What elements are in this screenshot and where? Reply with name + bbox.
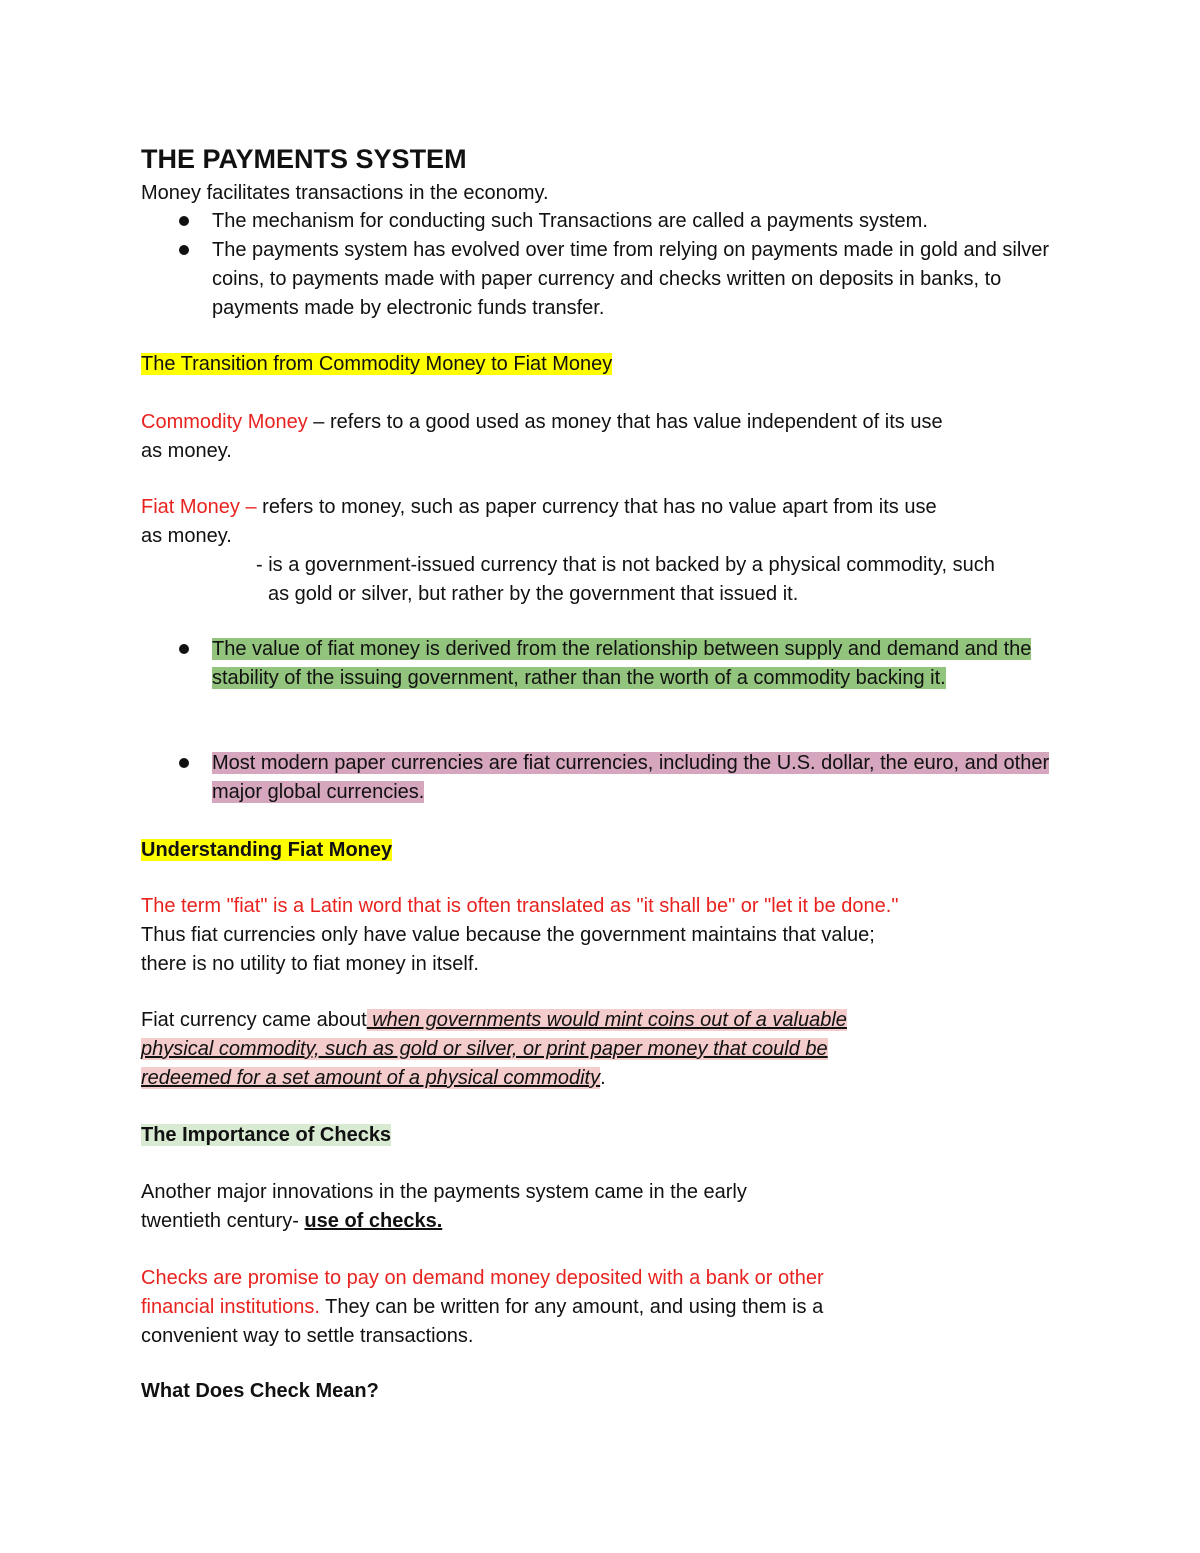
term-fiat-money: Fiat Money –: [141, 496, 263, 518]
definition-text: refers to money, such as paper currency that has no value apart from its use: [262, 496, 937, 518]
body-text: .: [600, 1067, 606, 1089]
fiat-term-paragraph: [141, 892, 1071, 979]
body-text: They can be written for any amount, and using them is a: [319, 1296, 824, 1318]
bullet-text: The payments system has evolved over time from relying on payments made in gold and silver coins, to payments made with paper currency and checks written on deposits in banks, to payments made by electronic funds transfer.: [212, 239, 1050, 319]
intro-text: Money facilitates transactions in the economy.: [141, 182, 549, 204]
bullet-icon: [179, 216, 189, 226]
use-of-checks-emphasis: use of checks.: [304, 1210, 443, 1232]
fiat-money-paragraph: [141, 493, 1071, 609]
highlighted-emphasis: redeemed for a set amount of a physical commodity: [141, 1067, 601, 1089]
commodity-money-paragraph: [141, 408, 1071, 466]
sub-definition-text: as gold or silver, but rather by the government that issued it.: [268, 583, 799, 605]
section-heading-what-check: What Does Check Mean?: [141, 1380, 379, 1402]
body-text: twentieth century-: [141, 1210, 305, 1232]
sub-definition-text: - is a government-issued currency that is not backed by a physical commodity, such: [256, 554, 995, 576]
list-item: [141, 207, 1071, 236]
bullet-text: The mechanism for conducting such Transactions are called a payments system.: [212, 210, 928, 232]
body-text: there is no utility to fiat money in itself.: [141, 953, 479, 975]
page-title: THE PAYMENTS SYSTEM: [141, 144, 467, 174]
definition-text: – refers to a good used as money that has value independent of its use: [307, 411, 943, 433]
list-item: [141, 635, 1071, 693]
highlighted-heading: The Transition from Commodity Money to Fiat Money: [141, 353, 613, 375]
bullet-list-pink: [141, 749, 1071, 807]
bullet-icon: [179, 245, 189, 255]
checks-intro-paragraph: [141, 1178, 1071, 1236]
term-commodity-money: Commodity Money: [141, 411, 308, 433]
body-text: Thus fiat currencies only have value because the government maintains that value;: [141, 924, 875, 946]
body-text: convenient way to settle transactions.: [141, 1325, 474, 1347]
list-item: [141, 749, 1071, 807]
body-text: Fiat currency came about: [141, 1009, 367, 1031]
checks-definition-red: Checks are promise to pay on demand money deposited with a bank or other: [141, 1267, 824, 1289]
highlighted-heading: The Importance of Checks: [141, 1124, 392, 1146]
section-heading-checks: [141, 1121, 1071, 1150]
bullet-list-green: [141, 635, 1071, 693]
highlighted-emphasis: physical commodity, such as gold or silver, or print paper money that could be: [141, 1038, 828, 1060]
list-item: [141, 236, 1071, 323]
bullet-icon: [179, 758, 189, 768]
checks-definition-paragraph: [141, 1264, 1071, 1351]
section-heading-understanding: [141, 836, 1071, 865]
bullet-list-1: [141, 207, 1071, 323]
checks-definition-red: financial institutions.: [141, 1296, 320, 1318]
fiat-origin-paragraph: [141, 1006, 1071, 1093]
bullet-icon: [179, 644, 189, 654]
highlighted-emphasis: when governments would mint coins out of a valuable: [366, 1009, 847, 1031]
definition-text: as money.: [141, 440, 232, 462]
section-heading-transition: [141, 350, 1071, 379]
body-text: Another major innovations in the payments system came in the early: [141, 1181, 747, 1203]
highlighted-heading: Understanding Fiat Money: [141, 839, 393, 861]
fiat-term-text: The term "fiat" is a Latin word that is often translated as "it shall be" or "let it be done.": [141, 895, 899, 917]
definition-text: as money.: [141, 525, 232, 547]
bullet-text-highlighted: The value of fiat money is derived from the relationship between supply and demand and the stability of the issuing government, rather than the worth of a commodity backing it.: [212, 638, 1032, 689]
bullet-text-highlighted: Most modern paper currencies are fiat currencies, including the U.S. dollar, the euro, and other major global currencies.: [212, 752, 1050, 803]
